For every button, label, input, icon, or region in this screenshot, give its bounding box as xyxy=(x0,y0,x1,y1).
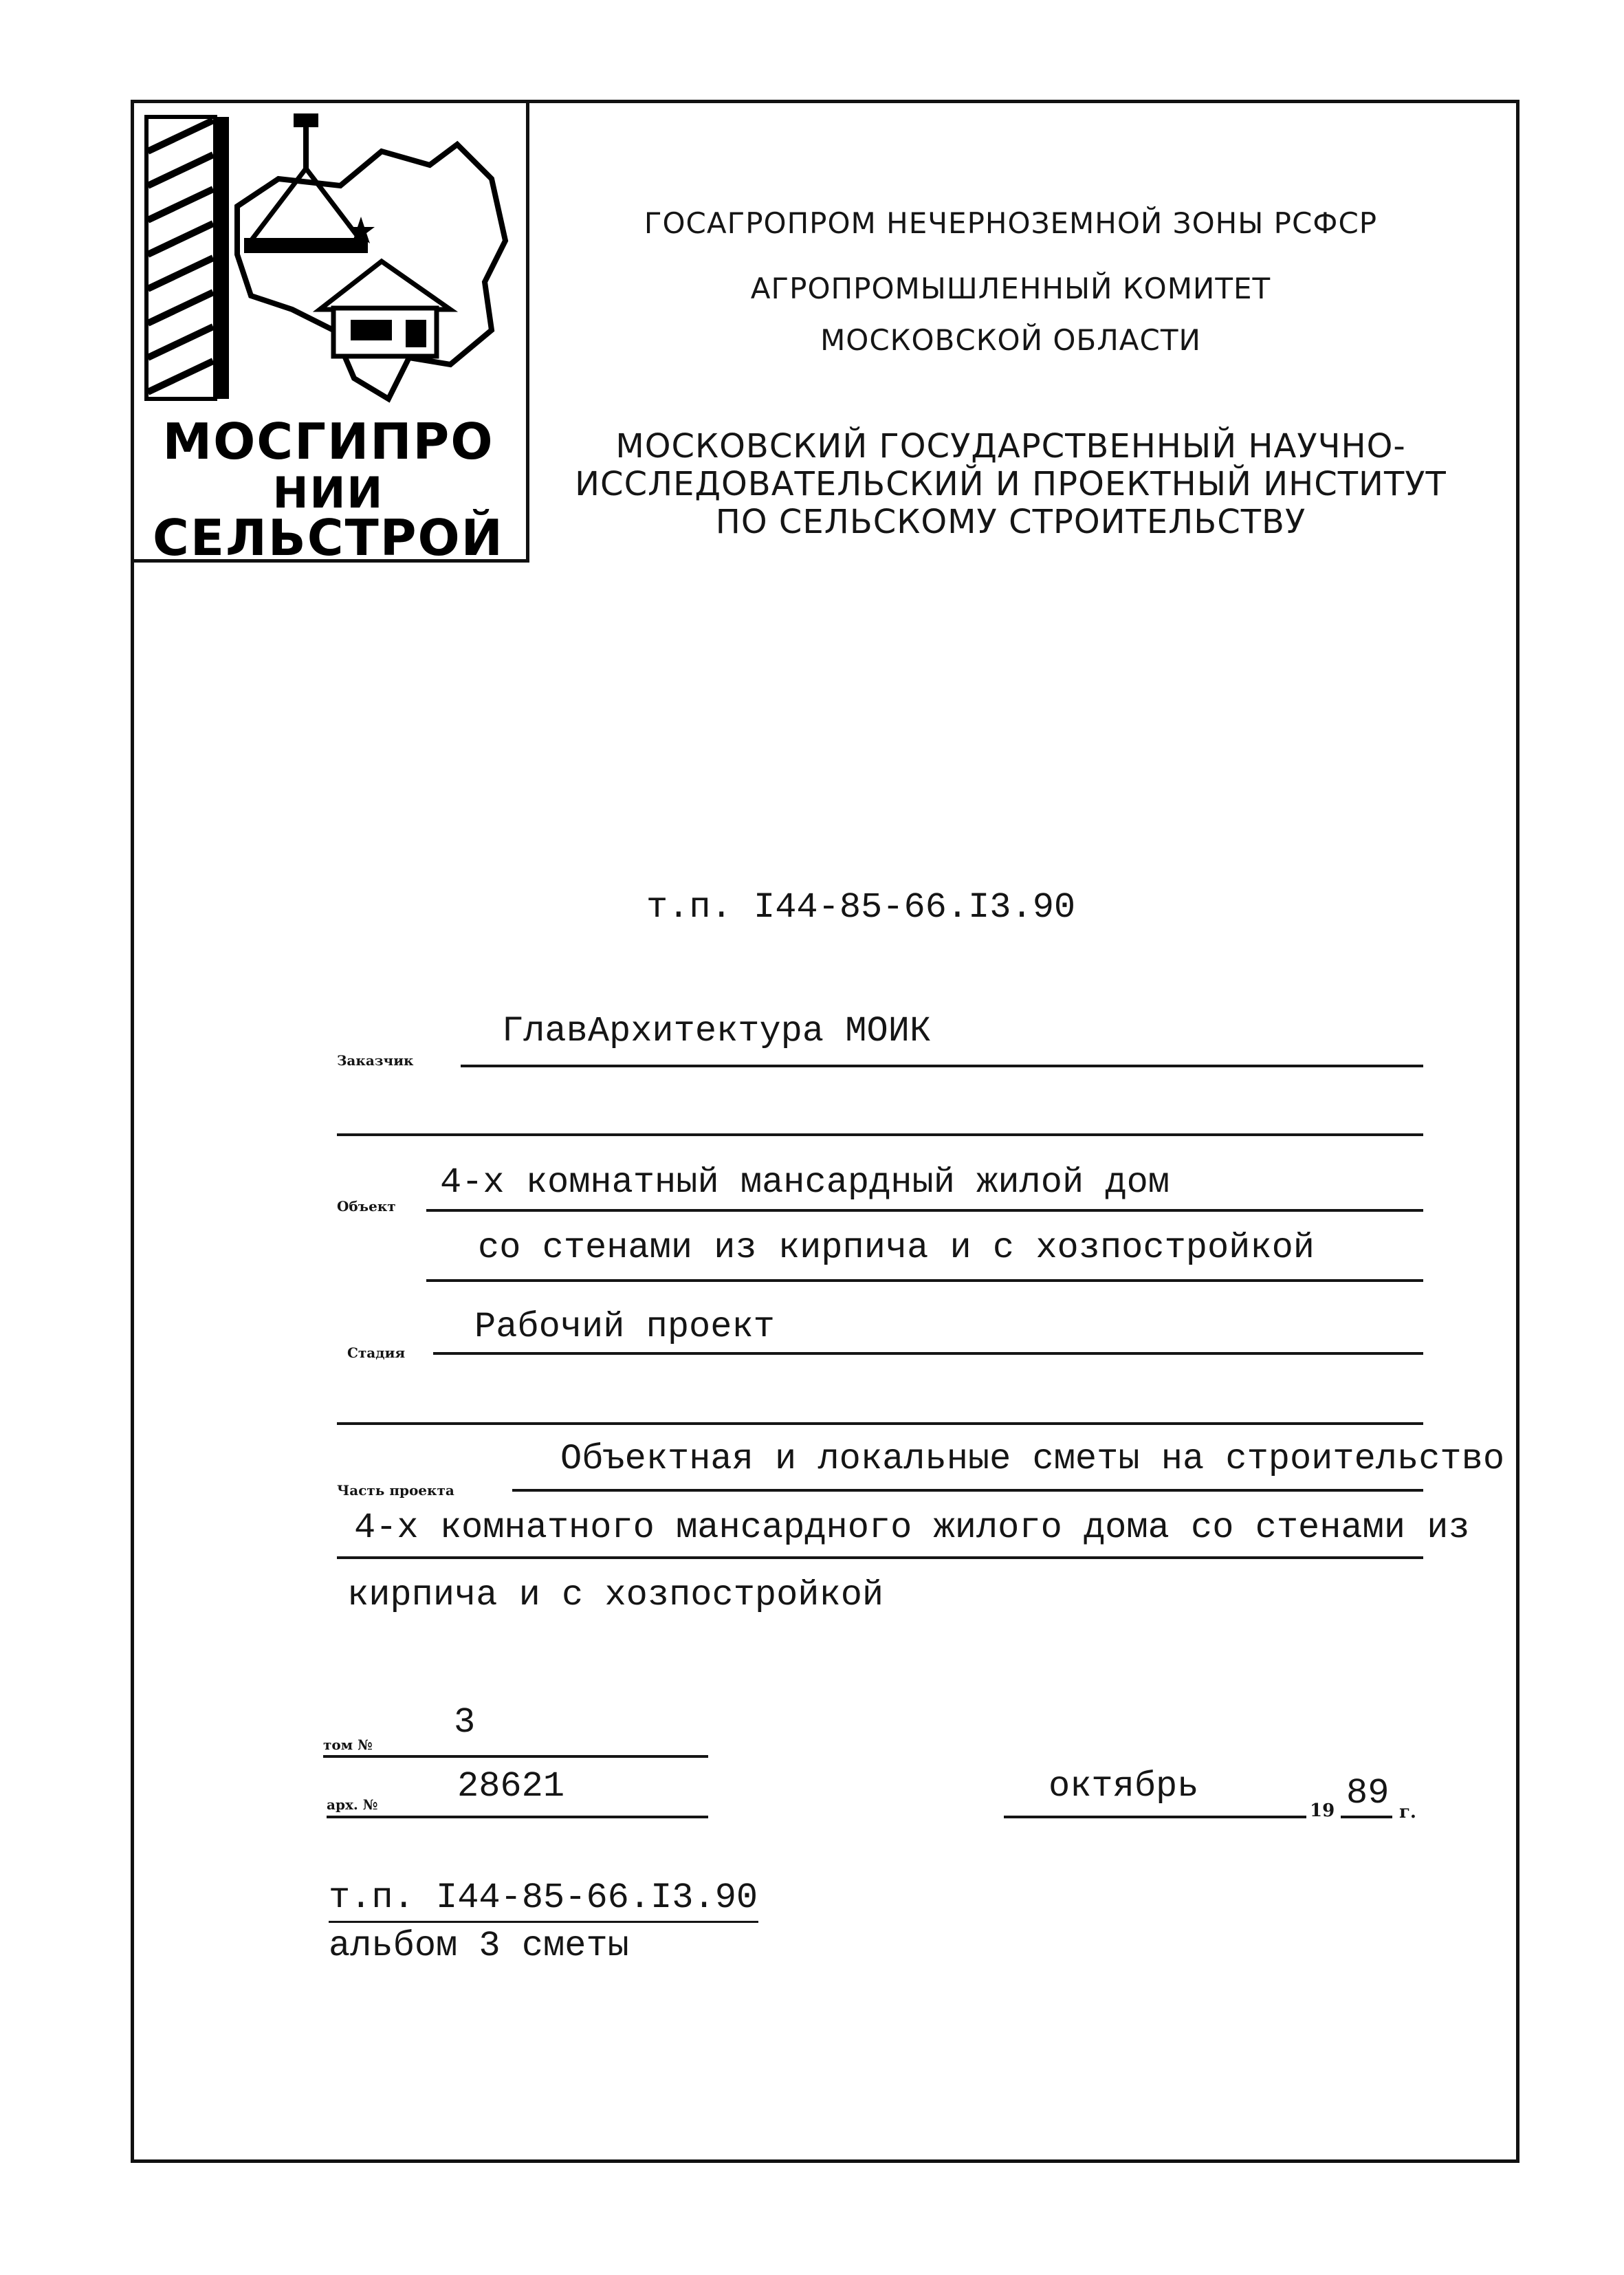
stage-value: Рабочий проект xyxy=(474,1307,775,1347)
project-code: т.п. I44-85-66.I3.90 xyxy=(646,887,1076,928)
committee-name: АГРОПРОМЫШЛЕННЫЙ КОМИТЕТ xyxy=(750,272,1271,305)
region-name: МОСКОВСКОЙ ОБЛАСТИ xyxy=(820,323,1201,357)
customer-underline xyxy=(461,1065,1423,1067)
org-name: ГОСАГРОПРОМ НЕЧЕРНОЗЕМНОЙ ЗОНЫ РСФСР xyxy=(644,206,1378,240)
customer-value: ГлавАрхитектура МОИК xyxy=(502,1011,932,1052)
date-month: октябрь xyxy=(1049,1766,1199,1807)
object-label: Объект xyxy=(337,1198,396,1215)
blank-line xyxy=(337,1133,1423,1136)
footer-album: альбом 3 сметы xyxy=(329,1926,629,1966)
footer-code-underline xyxy=(329,1921,758,1923)
customer-label: Заказчик xyxy=(337,1052,414,1069)
object-underline-2 xyxy=(426,1279,1423,1282)
volume-label: том № xyxy=(323,1737,373,1753)
stage-underline xyxy=(433,1352,1423,1355)
date-year: 89 xyxy=(1346,1773,1390,1814)
object-line-1: 4-х комнатный мансардный жилой дом xyxy=(440,1162,1170,1203)
stage-label: Стадия xyxy=(347,1345,406,1361)
part-underline-1 xyxy=(512,1489,1423,1492)
institute-logo xyxy=(134,103,529,567)
institute-name-line-2: ИССЛЕДОВАТЕЛЬСКИЙ И ПРОЕКТНЫЙ ИНСТИТУТ xyxy=(575,465,1447,503)
logo-line-1: МОСГИПРО xyxy=(162,413,494,470)
logo-line-2: НИИ xyxy=(272,468,384,518)
volume-value: 3 xyxy=(454,1702,476,1743)
date-month-underline xyxy=(1004,1816,1306,1818)
blank-line-2 xyxy=(337,1422,1423,1425)
object-underline-1 xyxy=(426,1209,1423,1212)
date-year-prefix: 19 xyxy=(1310,1800,1335,1821)
archive-value: 28621 xyxy=(457,1766,565,1807)
footer-code: т.п. I44-85-66.I3.90 xyxy=(329,1877,758,1918)
institute-name-line-1: МОСКОВСКИЙ ГОСУДАРСТВЕННЫЙ НАУЧНО- xyxy=(615,427,1406,466)
institute-name-line-3: ПО СЕЛЬСКОМУ СТРОИТЕЛЬСТВУ xyxy=(715,503,1306,541)
part-line-2: 4-х комнатного мансардного жилого дома со стенами из xyxy=(354,1507,1470,1548)
archive-label: арх. № xyxy=(327,1796,378,1813)
part-line-1: Объектная и локальные сметы на строительство xyxy=(560,1439,1505,1479)
date-suffix: г. xyxy=(1399,1802,1416,1822)
part-underline-2 xyxy=(337,1556,1423,1559)
logo-line-3: СЕЛЬСТРОЙ xyxy=(153,509,504,567)
part-line-3: кирпича и с хозпостройкой xyxy=(347,1575,884,1615)
object-line-2: со стенами из кирпича и с хозпостройкой xyxy=(478,1228,1315,1268)
part-label: Часть проекта xyxy=(337,1482,454,1499)
volume-underline xyxy=(323,1755,708,1758)
date-year-underline xyxy=(1341,1816,1392,1818)
archive-underline xyxy=(327,1816,708,1818)
